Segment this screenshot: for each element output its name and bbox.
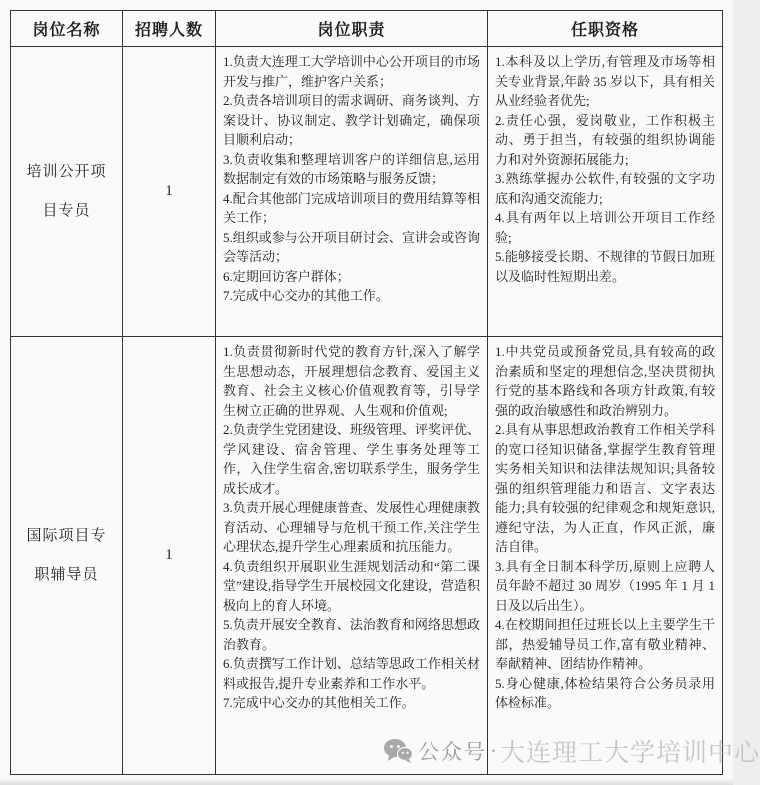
list-item: 1.本科及以上学历,有管理及市场等相关专业背景,年龄 35 岁以下，具有相关从业经验者优先; bbox=[495, 54, 715, 108]
list-item: 1.负责贯彻新时代党的教育方针,深入了解学生思想动态，开展理想信念教育、爱国主义教育、社会主义核心价值观教育等，引导学生树立正确的世界观、人生观和价值观; bbox=[223, 344, 480, 418]
list-item: 2.负责学生党团建设、班级管理、评奖评优、学风建设、宿舍管理、学生事务处理等工作，入住学生宿舍,密切联系学生，服务学生成长成才。 bbox=[223, 422, 480, 496]
list-item: 2.责任心强，爱岗敬业，工作积极主动、勇于担当，有较强的组织协调能力和对外资源拓展能力; bbox=[495, 112, 715, 167]
qualifications-cell bbox=[488, 337, 723, 775]
list-item: 6.定期回访客户群体； bbox=[223, 268, 350, 284]
watermark-label: 公众号 bbox=[418, 741, 487, 764]
list-item: 1.负责大连理工大学培训中心公开项目的市场开发与推广，维护客户关系； bbox=[223, 54, 480, 89]
list-item: 3.负责收集和整理培训客户的详细信息,运用数据制定有效的市场策略与服务反馈； bbox=[223, 151, 480, 186]
job-postings-table bbox=[10, 10, 723, 775]
list-item: 4.配合其他部门完成培训项目的费用结算等相关工作； bbox=[223, 190, 480, 225]
table-row bbox=[11, 337, 723, 775]
header-duties: 岗位职责 bbox=[216, 11, 488, 47]
watermark-separator: · bbox=[490, 738, 497, 763]
list-item: 7.完成中心交办的其他工作。 bbox=[223, 288, 389, 303]
list-item: 7.完成中心交办的其他相关工作。 bbox=[223, 695, 415, 710]
list-item: 5.身心健康,体检结果符合公务员录用体检标准。 bbox=[495, 675, 715, 710]
position-name-cell bbox=[11, 337, 123, 775]
duties-cell bbox=[216, 337, 488, 775]
qualifications-cell bbox=[488, 47, 723, 337]
position-name: 国际项目专职辅导员 bbox=[26, 528, 107, 583]
table-header-row bbox=[11, 11, 723, 47]
table-row bbox=[11, 47, 723, 337]
list-item: 3.具有全日制本科学历,原则上应聘人员年龄不超过 30 周岁（1995 年 1 月 1 日及以后出生）。 bbox=[495, 558, 715, 613]
list-item: 3.负责开展心理健康普查、发展性心理健康教育活动、心理辅导与危机干预工作,关注学生心理状态,提升学生心理素质和抗压能力。 bbox=[223, 500, 480, 554]
list-item: 5.组织或参与公开项目研讨会、宣讲会或咨询会等活动； bbox=[223, 229, 480, 264]
list-item: 6.负责撰写工作计划、总结等思政工作相关材料或报告,提升专业素养和工作水平。 bbox=[223, 656, 480, 691]
list-item: 2.负责各培训项目的需求调研、商务谈判、方案设计、协议制定、教学计划确定，确保项目顺利启动； bbox=[223, 93, 480, 147]
list-item: 2.具有从事思想政治教育工作相关学科的宽口径知识储备,掌握学生教育管理实务相关知识和法律法规知识;具备较强的组织管理能力和语言、文字表达能力;具有较强的纪律观念和规矩意识,遵纪守法，为人正直，作风正派，廉洁自律。 bbox=[495, 422, 715, 554]
list-item: 4.具有两年以上培训公开项目工作经验; bbox=[495, 210, 715, 245]
list-item: 5.能够接受长期、不规律的节假日加班以及临时性短期出差。 bbox=[495, 249, 715, 284]
list-item: 4.负责组织开展职业生涯规划活动和“第二课堂”建设,指导学生开展校园文化建设，营造积极向上的育人环境。 bbox=[223, 558, 480, 613]
position-name: 培训公开项目专员 bbox=[26, 164, 107, 219]
list-item: 5.负责开展安全教育、法治教育和网络思想政治教育。 bbox=[223, 617, 480, 652]
position-name-cell bbox=[11, 47, 123, 337]
list-item: 3.熟练掌握办公软件,有较强的文字功底和沟通交流能力; bbox=[495, 171, 715, 206]
header-position-name: 岗位名称 bbox=[11, 11, 123, 47]
header-headcount: 招聘人数 bbox=[123, 11, 216, 47]
list-item: 1.中共党员或预备党员,具有较高的政治素质和坚定的理想信念,坚决贯彻执行党的基本路线和各项方针政策,有较强的政治敏感性和政治辨别力。 bbox=[495, 344, 715, 418]
headcount-cell: 1 bbox=[123, 337, 216, 775]
watermark-brand: 大连理工大学培训中心 bbox=[500, 739, 760, 767]
header-qualifications: 任职资格 bbox=[488, 11, 723, 47]
headcount-cell: 1 bbox=[123, 47, 216, 337]
list-item: 4.在校期间担任过班长以上主要学生干部，热爱辅导员工作,富有敬业精神、奉献精神、团结协作精神。 bbox=[495, 617, 715, 671]
duties-cell bbox=[216, 47, 488, 337]
